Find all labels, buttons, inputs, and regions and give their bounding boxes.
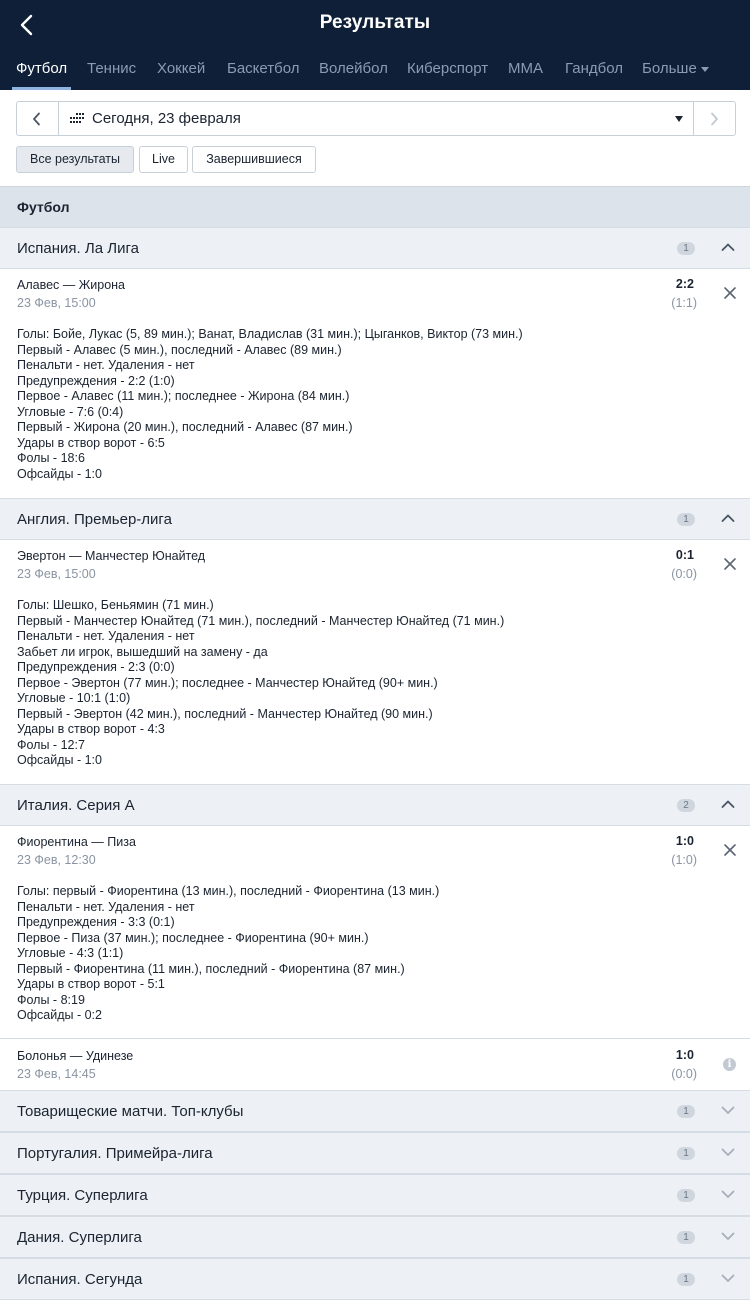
filter-live[interactable]: Live xyxy=(139,146,188,173)
close-icon[interactable] xyxy=(723,843,737,857)
tab-basketball[interactable]: Баскетбол xyxy=(227,60,300,77)
detail-line: Фолы - 18:6 xyxy=(17,451,85,465)
detail-line: Голы: Бойе, Лукас (5, 89 мин.); Ванат, Владислав (31 мин.); Цыганков, Виктор (73 мин.) xyxy=(17,327,523,341)
sport-section-header xyxy=(0,186,750,227)
tab-mma[interactable]: MMA xyxy=(508,60,543,77)
detail-line: Фолы - 8:19 xyxy=(17,992,85,1007)
league-name: Италия. Серия А xyxy=(17,797,135,814)
detail-line: Фолы - 12:7 xyxy=(17,737,85,752)
caret-down-icon xyxy=(701,67,709,72)
detail-line: Предупреждения - 2:3 (0:0) xyxy=(17,660,175,674)
chevron-down-icon xyxy=(721,1231,735,1241)
detail-line: Пенальти - нет. Удаления - нет xyxy=(17,629,195,643)
chevron-up-icon xyxy=(721,799,735,809)
detail-line: Угловые - 10:1 (1:0) xyxy=(17,691,131,705)
detail-line: Удары в створ ворот - 6:5 xyxy=(17,435,165,450)
league-header[interactable] xyxy=(0,498,750,540)
match-time: 23 Фев, 15:00 xyxy=(17,296,96,310)
detail-line: Удары в створ ворот - 5:1 xyxy=(17,977,165,991)
league-header[interactable] xyxy=(0,1090,750,1132)
chevron-down-icon xyxy=(721,1105,735,1115)
match-score: 2:2 xyxy=(675,277,694,291)
chevron-right-icon xyxy=(709,112,719,126)
match-details xyxy=(17,327,523,482)
detail-line: Пенальти - нет. Удаления - нет xyxy=(17,358,195,372)
chevron-up-icon xyxy=(721,513,735,523)
calendar-icon xyxy=(70,113,85,124)
sport-tabs xyxy=(0,58,750,90)
chevron-down-icon xyxy=(721,1273,735,1283)
tab-volleyball[interactable]: Волейбол xyxy=(319,60,388,77)
filter-all-results[interactable]: Все результаты xyxy=(16,146,134,173)
league-header[interactable] xyxy=(0,1216,750,1258)
match-halftime-score: (0:0) xyxy=(671,567,697,581)
league-count-badge: 1 xyxy=(677,1273,695,1286)
match-halftime-score: (1:1) xyxy=(671,296,697,310)
detail-line: Офсайды - 1:0 xyxy=(17,753,102,767)
tab-hockey[interactable]: Хоккей xyxy=(157,60,206,77)
detail-line: Угловые - 7:6 (0:4) xyxy=(17,404,124,419)
match-teams[interactable]: Болонья — Удинезе xyxy=(17,1049,134,1063)
match-time: 23 Фев, 15:00 xyxy=(17,567,96,581)
detail-line: Предупреждения - 2:2 (1:0) xyxy=(17,373,175,388)
detail-line: Первое - Пиза (37 мин.); последнее - Фиорентина (90+ мин.) xyxy=(17,930,369,945)
league-header[interactable] xyxy=(0,1132,750,1174)
league-count-badge: 1 xyxy=(677,1189,695,1202)
detail-line: Первый - Жирона (20 мин.), последний - Алавес (87 мин.) xyxy=(17,420,353,434)
tab-tennis[interactable]: Теннис xyxy=(87,60,137,77)
league-name: Португалия. Примейра-лига xyxy=(17,1145,213,1162)
league-header[interactable] xyxy=(0,227,750,269)
league-count-badge: 1 xyxy=(677,1231,695,1244)
league-header[interactable] xyxy=(0,784,750,826)
date-select[interactable] xyxy=(60,102,692,135)
detail-line: Голы: Шешко, Беньямин (71 мин.) xyxy=(17,598,214,612)
league-count-badge: 1 xyxy=(677,513,695,526)
previous-day-button[interactable] xyxy=(17,102,59,135)
match-score: 0:1 xyxy=(675,548,694,562)
chevron-left-icon xyxy=(32,112,42,126)
date-value: Сегодня, 23 февраля xyxy=(92,110,241,127)
next-day-button[interactable] xyxy=(693,102,735,135)
match-time: 23 Фев, 12:30 xyxy=(17,853,96,867)
league-name: Турция. Суперлига xyxy=(17,1187,148,1204)
match-details xyxy=(17,884,439,1024)
filter-finished[interactable]: Завершившиеся xyxy=(192,146,316,173)
detail-line: Забьет ли игрок, вышедший на замену - да xyxy=(17,644,268,659)
detail-line: Предупреждения - 3:3 (0:1) xyxy=(17,915,175,929)
match-score: 1:0 xyxy=(675,1048,694,1062)
league-name: Испания. Сегунда xyxy=(17,1271,143,1288)
detail-line: Голы: первый - Фиорентина (13 мин.), последний - Фиорентина (13 мин.) xyxy=(17,884,440,898)
top-bar xyxy=(0,0,750,90)
info-icon[interactable]: i xyxy=(723,1058,736,1071)
league-count-badge: 1 xyxy=(677,1147,695,1160)
match-teams[interactable]: Алавес — Жирона xyxy=(17,278,126,292)
detail-line: Угловые - 4:3 (1:1) xyxy=(17,946,124,960)
detail-line: Первый - Фиорентина (11 мин.), последний - Фиорентина (87 мин.) xyxy=(17,961,405,976)
league-name: Товарищеские матчи. Топ-клубы xyxy=(17,1103,244,1120)
tab-esports[interactable]: Киберспорт xyxy=(407,60,489,77)
detail-line: Удары в створ ворот - 4:3 xyxy=(17,722,165,736)
detail-line: Офсайды - 0:2 xyxy=(17,1008,102,1022)
match-card xyxy=(0,825,750,1039)
league-name: Испания. Ла Лига xyxy=(17,240,139,257)
chevron-up-icon xyxy=(721,242,735,252)
match-teams[interactable]: Фиорентина — Пиза xyxy=(17,835,136,849)
detail-line: Первый - Алавес (5 мин.), последний - Алавес (89 мин.) xyxy=(17,342,342,357)
tab-handball[interactable]: Гандбол xyxy=(565,60,624,77)
match-teams[interactable]: Эвертон — Манчестер Юнайтед xyxy=(17,549,206,563)
league-count-badge: 1 xyxy=(677,1105,695,1118)
league-count-badge: 2 xyxy=(677,799,695,812)
chevron-down-icon xyxy=(721,1189,735,1199)
dropdown-caret-icon xyxy=(675,116,683,122)
chevron-down-icon xyxy=(721,1147,735,1157)
date-picker xyxy=(16,101,736,136)
match-details xyxy=(17,598,504,769)
match-halftime-score: (0:0) xyxy=(671,1067,697,1081)
detail-line: Первый - Манчестер Юнайтед (71 мин.), последний - Манчестер Юнайтед (71 мин.) xyxy=(17,613,505,628)
match-card xyxy=(0,268,750,498)
close-icon[interactable] xyxy=(723,557,737,571)
sport-section-title: Футбол xyxy=(17,199,70,215)
page-title: Результаты xyxy=(319,12,431,33)
match-score: 1:0 xyxy=(675,834,694,848)
detail-line: Первое - Алавес (11 мин.); последнее - Жирона (84 мин.) xyxy=(17,389,350,403)
match-card xyxy=(0,1039,750,1091)
league-header[interactable] xyxy=(0,1174,750,1216)
detail-line: Офсайды - 1:0 xyxy=(17,466,102,481)
league-name: Англия. Премьер-лига xyxy=(17,511,172,528)
league-name: Дания. Суперлига xyxy=(17,1229,142,1246)
league-header[interactable] xyxy=(0,1258,750,1300)
tab-more-label: Больше xyxy=(642,60,697,77)
active-tab-indicator xyxy=(12,87,71,90)
match-halftime-score: (1:0) xyxy=(671,853,697,867)
match-card xyxy=(0,539,750,785)
tab-football[interactable]: Футбол xyxy=(16,60,68,77)
league-count-badge: 1 xyxy=(677,242,695,255)
match-time: 23 Фев, 14:45 xyxy=(17,1067,96,1081)
tab-more[interactable] xyxy=(642,60,709,77)
detail-line: Первый - Эвертон (42 мин.), последний - Манчестер Юнайтед (90 мин.) xyxy=(17,706,433,721)
detail-line: Пенальти - нет. Удаления - нет xyxy=(17,899,195,914)
close-icon[interactable] xyxy=(723,286,737,300)
detail-line: Первое - Эвертон (77 мин.); последнее - Манчестер Юнайтед (90+ мин.) xyxy=(17,675,438,690)
